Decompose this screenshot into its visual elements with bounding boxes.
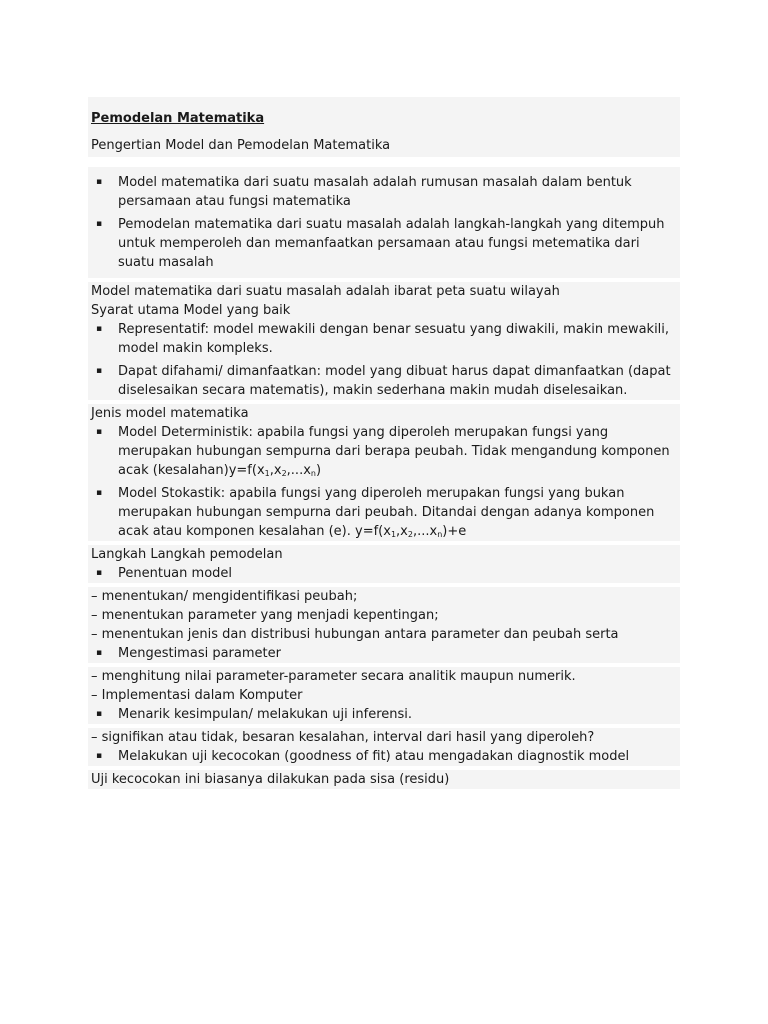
types-heading: Jenis model matematika (91, 406, 249, 421)
bullet-icon: ▪ (96, 751, 103, 761)
list-item: ▪ Menarik kesimpulan/ melakukan uji inferensi. (96, 707, 413, 722)
requirements-heading: Syarat utama Model yang baik (91, 303, 291, 318)
bullet-icon: ▪ (96, 648, 103, 658)
step2-details-block (88, 667, 680, 724)
bullet-icon: ▪ (96, 219, 103, 229)
title-block (88, 97, 680, 157)
definition-block (88, 167, 680, 278)
bullet-icon: ▪ (96, 324, 103, 334)
requirements-block (88, 282, 680, 400)
detail-line: – signifikan atau tidak, besaran kesalahan, interval dari hasil yang diperoleh? (91, 730, 595, 745)
list-item: ▪ Pemodelan matematika dari suatu masalah adalah langkah-langkah yang ditempuh untuk memperoleh dan memanfaatkan persamaan atau fungsi metematika dari suatu masalah (96, 217, 665, 270)
list-item: ▪ Mengestimasi parameter (96, 646, 281, 661)
list-item: ▪ Model Stokastik: apabila fungsi yang diperoleh merupakan fungsi yang bukan merupakan hubungan sempurna dari peubah. Ditandai dengan adanya komponen acak atau komponen kesalahan (e). $y=f(x_1,x_2,...x_n)+e$ (96, 486, 655, 539)
bullet-icon: ▪ (96, 427, 103, 437)
detail-line: – menghitung nilai parameter-parameter secara analitik maupun numerik. (91, 669, 576, 684)
detail-line: – menentukan/ mengidentifikasi peubah; (91, 589, 358, 604)
map-line: Model matematika dari suatu masalah adalah ibarat peta suatu wilayah (91, 284, 560, 299)
bullet-icon: ▪ (96, 488, 103, 498)
list-item: ▪ Model Deterministik: apabila fungsi yang diperoleh merupakan fungsi yang merupakan hubungan sempurna dari berapa peubah. Tidak mengandung komponen acak $(kesalahan)y=f(x_1,x_2,...x_n)$ (96, 425, 670, 478)
bullet-icon: ▪ (96, 366, 103, 376)
section-subtitle: Pengertian Model dan Pemodelan Matematika (91, 138, 391, 153)
detail-line: – menentukan jenis dan distribusi hubungan antara parameter dan peubah serta (91, 627, 619, 642)
types-block (88, 404, 680, 541)
formula: $y=f(x_1,x_2,...x_n)$ (228, 463, 322, 478)
list-item: ▪ Model matematika dari suatu masalah adalah rumusan masalah dalam bentuk persamaan atau fungsi matematika (96, 175, 632, 209)
document-body (88, 97, 680, 793)
bullet-icon: ▪ (96, 568, 103, 578)
closing-line: Uji kecocokan ini biasanya dilakukan pada sisa (residu) (91, 772, 450, 787)
steps-block (88, 545, 680, 583)
document-title: Pemodelan Matematika (91, 111, 265, 126)
step1-details-block (88, 587, 680, 663)
formula: $y=f(x_1,x_2,...x_n)+e$ (355, 524, 467, 539)
list-item: ▪ Dapat difahami/ dimanfaatkan: model yang dibuat harus dapat dimanfaatkan (dapat diselesaikan secara matematis), makin sederhana makin mudah diselesaikan. (96, 364, 671, 398)
detail-line: – menentukan parameter yang menjadi kepentingan; (91, 608, 439, 623)
list-item: ▪ Representatif: model mewakili dengan benar sesuatu yang diwakili, makin mewakili, model makin kompleks. (96, 322, 670, 356)
bullet-icon: ▪ (96, 177, 103, 187)
bullet-icon: ▪ (96, 709, 103, 719)
closing-block (88, 770, 680, 789)
steps-heading: Langkah Langkah pemodelan (91, 547, 283, 562)
detail-line: – Implementasi dalam Komputer (91, 688, 303, 703)
list-item: ▪ Penentuan model (96, 566, 233, 581)
list-item: ▪ Melakukan uji kecocokan (goodness of fit) atau mengadakan diagnostik model (96, 749, 630, 764)
step3-details-block (88, 728, 680, 766)
